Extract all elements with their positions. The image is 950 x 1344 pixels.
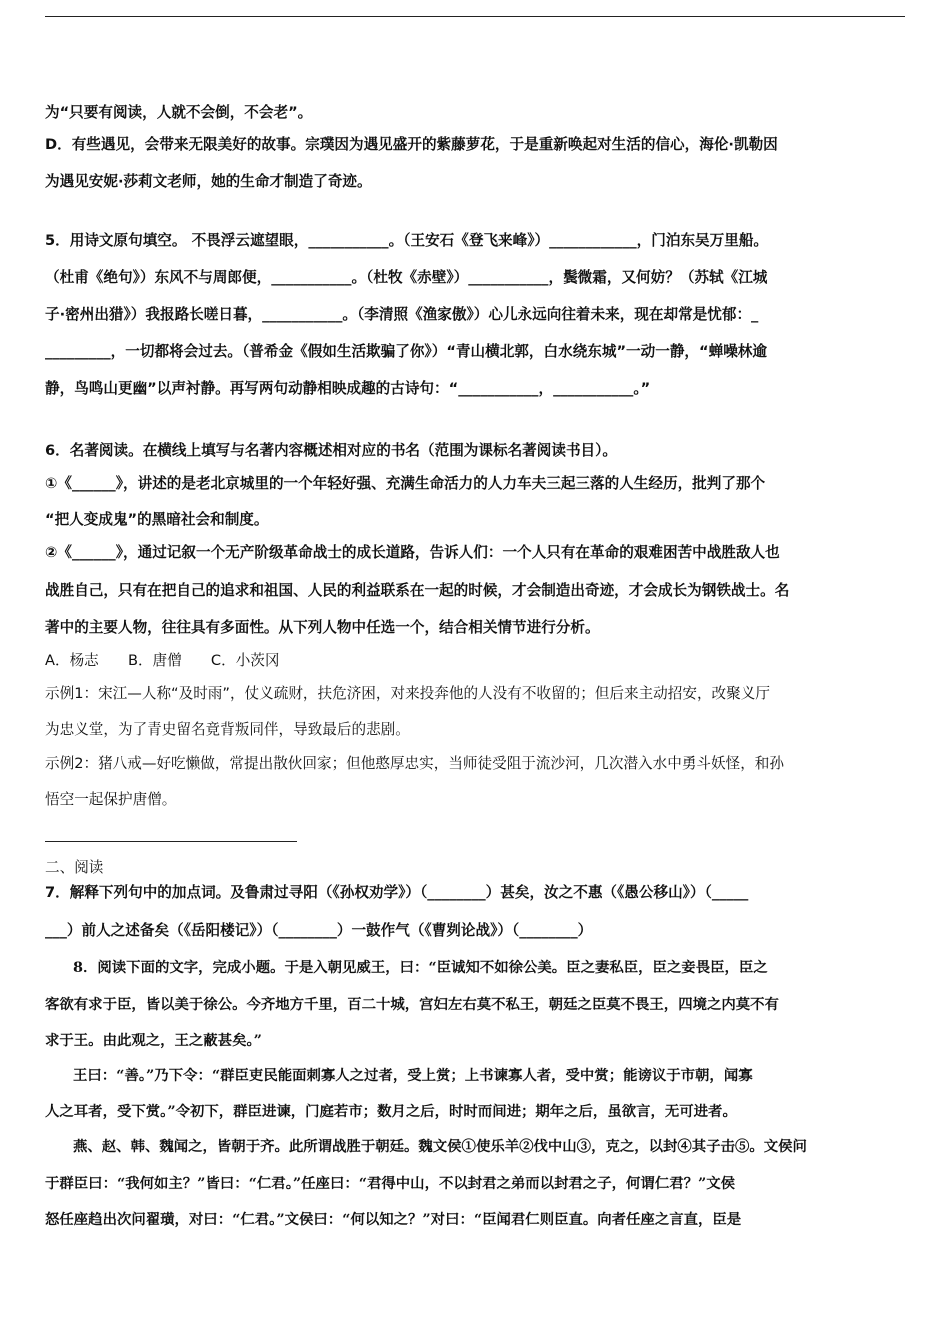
- text-line: D．有些遇见，会带来无限美好的故事。宗璞因为遇见盛开的紫藤萝花，于是重新唤起对生活的信心，海伦·凯勒因: [45, 136, 778, 153]
- q5-line: 5．用诗文原句填空。 不畏浮云遮望眼，___________。（王安石《登飞来峰》）____________，门泊东吴万里船。: [45, 232, 769, 249]
- q5-line: 静，鸟鸣山更幽”以声衬静。再写两句动静相映成趣的古诗句：“___________，___________。”: [45, 380, 651, 397]
- passage-line: 怒任座趋出次问翟璜，对曰：“仁君。”文侯曰：“何以知之？”对曰：“臣闻君仁则臣直。向者任座之言直，臣是: [45, 1211, 742, 1228]
- passage-line: 人之耳者，受下赏。”令初下，群臣进谏，门庭若市；数月之后，时时而间进；期年之后，虽欲言，无可进者。: [45, 1103, 737, 1120]
- passage-line: 燕、赵、韩、魏闻之，皆朝于齐。此所谓战胜于朝廷。魏文侯①使乐羊②伐中山③，克之，以封④其子击⑤。文侯问: [73, 1138, 807, 1155]
- q5-line: 子·密州出猎》）我报路长嗟日暮，___________。（李清照《渔家傲》）心儿永远向往着未来，现在却常是忧郁：_: [45, 306, 759, 323]
- q5-line: （杜甫《绝句》）东风不与周郎便，___________。（杜牧《赤壁》）___________，鬓微霜，又何妨？（苏轼《江城: [45, 269, 768, 286]
- q8-line: 求于王。由此观之，王之蔽甚矣。”: [45, 1032, 262, 1049]
- text-line: 为遇见安妮·莎莉文老师，她的生命才制造了奇迹。: [45, 173, 372, 190]
- q6-example-1: 为忠义堂，为了青史留名竟背叛同伴，导致最后的悲剧。: [45, 721, 410, 738]
- q6-line: 6．名著阅读。在横线上填写与名著内容概述相对应的书名（范围为课标名著阅读书目）。: [45, 442, 618, 459]
- q6-example-1: 示例1：宋江—人称“及时雨”，仗义疏财，扶危济困，对来投奔他的人没有不收留的；但后来主动招安，改聚义厅: [45, 685, 770, 702]
- q6-line: “把人变成鬼”的黑暗社会和制度。: [45, 511, 269, 528]
- q6-options: A．杨志 B．唐僧 C．小茨冈: [45, 652, 280, 669]
- header-rule: [45, 16, 905, 17]
- q6-line: 战胜自己，只有在把自己的追求和祖国、人民的利益联系在一起的时候，才会制造出奇迹，才会成长为钢铁战士。名: [45, 582, 790, 599]
- text-line: 为“只要有阅读，人就不会倒，不会老”。: [45, 104, 313, 121]
- q6-line: ①《______》，讲述的是老北京城里的一个年轻好强、充满生命活力的人力车夫三起三落的人生经历，批判了那个: [45, 475, 766, 492]
- q6-example-2: 示例2：猪八戒—好吃懒做，常提出散伙回家；但他憨厚忠实，当师徒受阻于流沙河，几次潜入水中勇斗妖怪，和孙: [45, 755, 784, 772]
- section-heading: 二、阅读: [45, 859, 104, 876]
- q6-line: 著中的主要人物，往往具有多面性。从下列人物中任选一个，结合相关情节进行分析。: [45, 619, 600, 636]
- q8-line: 客欲有求于臣，皆以美于徐公。今齐地方千里，百二十城，宫妇左右莫不私王，朝廷之臣莫不畏王，四境之内莫不有: [45, 996, 779, 1013]
- q7-line: ___）前人之述备矣（《岳阳楼记》）（________）一鼓作气（《曹刿论战》）（________）: [45, 922, 593, 939]
- q5-line: _________，一切都将会过去。（普希金《假如生活欺骗了你》）“青山横北郭，白水绕东城”一动一静，“蝉噪林逾: [45, 343, 767, 360]
- q8-line: 8．阅读下面的文字，完成小题。于是入朝见威王，曰：“臣诚知不如徐公美。臣之妻私臣，臣之妾畏臣，臣之: [73, 959, 768, 976]
- section-divider: [45, 841, 297, 842]
- passage-line: 王曰：“善。”乃下令：“群臣吏民能面刺寡人之过者，受上赏；上书谏寡人者，受中赏；能谤议于市朝，闻寡: [73, 1067, 753, 1084]
- q7-line: 7．解释下列句中的加点词。及鲁肃过寻阳（《孙权劝学》）（________）甚矣，汝之不惠（《愚公移山》）（_____: [45, 884, 749, 901]
- q6-example-2: 悟空一起保护唐僧。: [45, 791, 177, 808]
- passage-line: 于群臣曰：“我何如主？”皆曰：“仁君。”任座曰：“君得中山，不以封君之弟而以封君之子，何谓仁君？”文侯: [45, 1175, 736, 1192]
- q6-line: ②《______》，通过记叙一个无产阶级革命战士的成长道路，告诉人们：一个人只有在革命的艰难困苦中战胜敌人也: [45, 544, 780, 561]
